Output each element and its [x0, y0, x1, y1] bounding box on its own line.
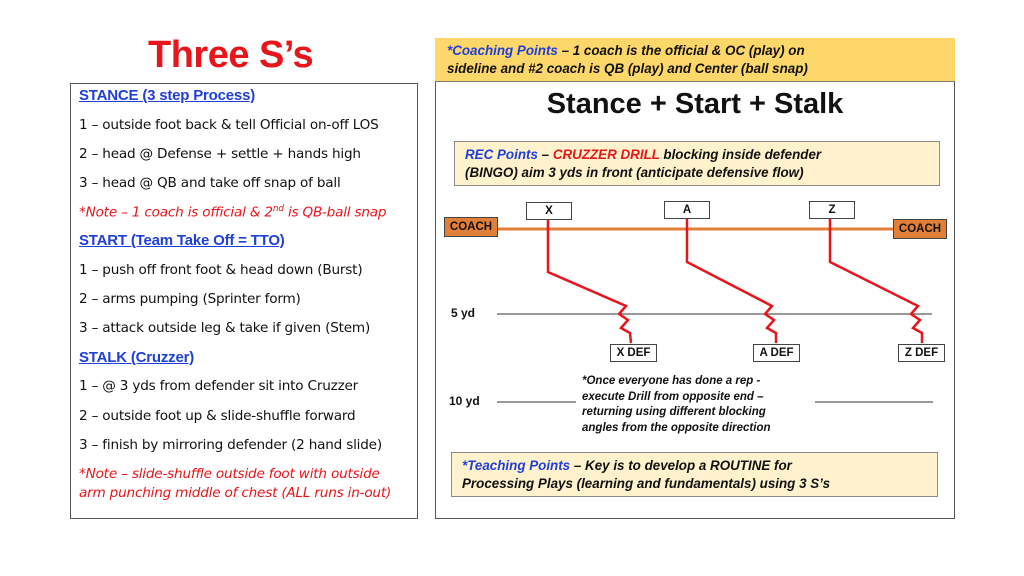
- teaching-points-label: *Teaching Points: [462, 458, 571, 473]
- coach-left-marker: COACH: [444, 217, 498, 237]
- offense-x-box: X: [526, 202, 572, 220]
- route-x: [548, 219, 631, 343]
- defender-z-box: Z DEF: [898, 344, 945, 362]
- stance-note-sup: nd: [272, 204, 284, 214]
- stalk-note-line-1: *Note – slide-shuffle outside foot with outside: [79, 466, 380, 482]
- teaching-points-box: [451, 452, 938, 497]
- defender-x-box: X DEF: [610, 344, 657, 362]
- coaching-points-line-2: sideline and #2 coach is QB (play) and Center (ball snap): [447, 61, 808, 76]
- teaching-points-dash: –: [570, 458, 586, 473]
- coach-right-marker: COACH: [893, 219, 947, 239]
- stance-step-2: 2 – head @ Defense + settle + hands high: [79, 146, 361, 162]
- defender-a-box: A DEF: [753, 344, 800, 362]
- coaching-points-dash: –: [557, 43, 573, 58]
- rep-note: [582, 374, 812, 436]
- route-a: [687, 219, 776, 343]
- page-title: Three S’s: [148, 34, 314, 76]
- start-step-3: 3 – attack outside leg & take if given (Stem): [79, 320, 371, 336]
- stance-header: STANCE (3 step Process): [79, 87, 256, 104]
- rep-note-line-1: *Once everyone has done a rep -: [582, 375, 761, 387]
- teaching-points-line-2: Processing Plays (learning and fundamentals) using 3 S’s: [462, 476, 831, 491]
- ten-yard-label: 10 yd: [449, 394, 480, 408]
- teaching-points-line-1: Key is to develop a ROUTINE for: [585, 458, 792, 473]
- stance-step-1: 1 – outside foot back & tell Official on-off LOS: [79, 117, 379, 133]
- stalk-step-2: 2 – outside foot up & slide-shuffle forward: [79, 408, 356, 424]
- five-yard-label: 5 yd: [451, 306, 476, 320]
- rep-note-line-2: execute Drill from opposite end –: [582, 390, 764, 403]
- stance-step-3: 3 – head @ QB and take off snap of ball: [79, 175, 341, 191]
- coaching-points-label: *Coaching Points: [447, 43, 558, 58]
- rep-note-line-4: angles from the opposite direction: [582, 421, 771, 434]
- offense-z-box: Z: [809, 201, 855, 219]
- stalk-step-3: 3 – finish by mirroring defender (2 hand slide): [79, 437, 382, 453]
- start-header: START (Team Take Off = TTO): [79, 232, 285, 249]
- stalk-note-line-2: arm punching middle of chest (ALL runs in-out): [79, 485, 392, 501]
- rep-note-line-3: returning using different blocking: [582, 406, 766, 418]
- rec-points-label: REC Points: [465, 147, 538, 162]
- stalk-header: STALK (Cruzzer): [79, 349, 195, 366]
- start-step-2: 2 – arms pumping (Sprinter form): [79, 291, 301, 307]
- rec-points-dash: –: [537, 147, 553, 162]
- rec-points-line-2: (BINGO) aim 3 yds in front (anticipate defensive flow): [465, 165, 804, 180]
- rec-points-drill: CRUZZER DRILL: [552, 147, 660, 162]
- drill-title: Stance + Start + Stalk: [546, 88, 844, 120]
- stalk-step-1: 1 – @ 3 yds from defender sit into Cruzzer: [79, 378, 359, 394]
- rec-points-line-1: blocking inside defender: [659, 147, 822, 162]
- stance-note-text-b: is QB-ball snap: [283, 204, 387, 221]
- coaching-points-line-1: 1 coach is the official & OC (play) on: [572, 43, 805, 58]
- start-step-1: 1 – push off front foot & head down (Burst): [79, 262, 363, 278]
- offense-a-box: A: [664, 201, 710, 219]
- stance-note-text-a: *Note – 1 coach is official & 2: [79, 204, 273, 221]
